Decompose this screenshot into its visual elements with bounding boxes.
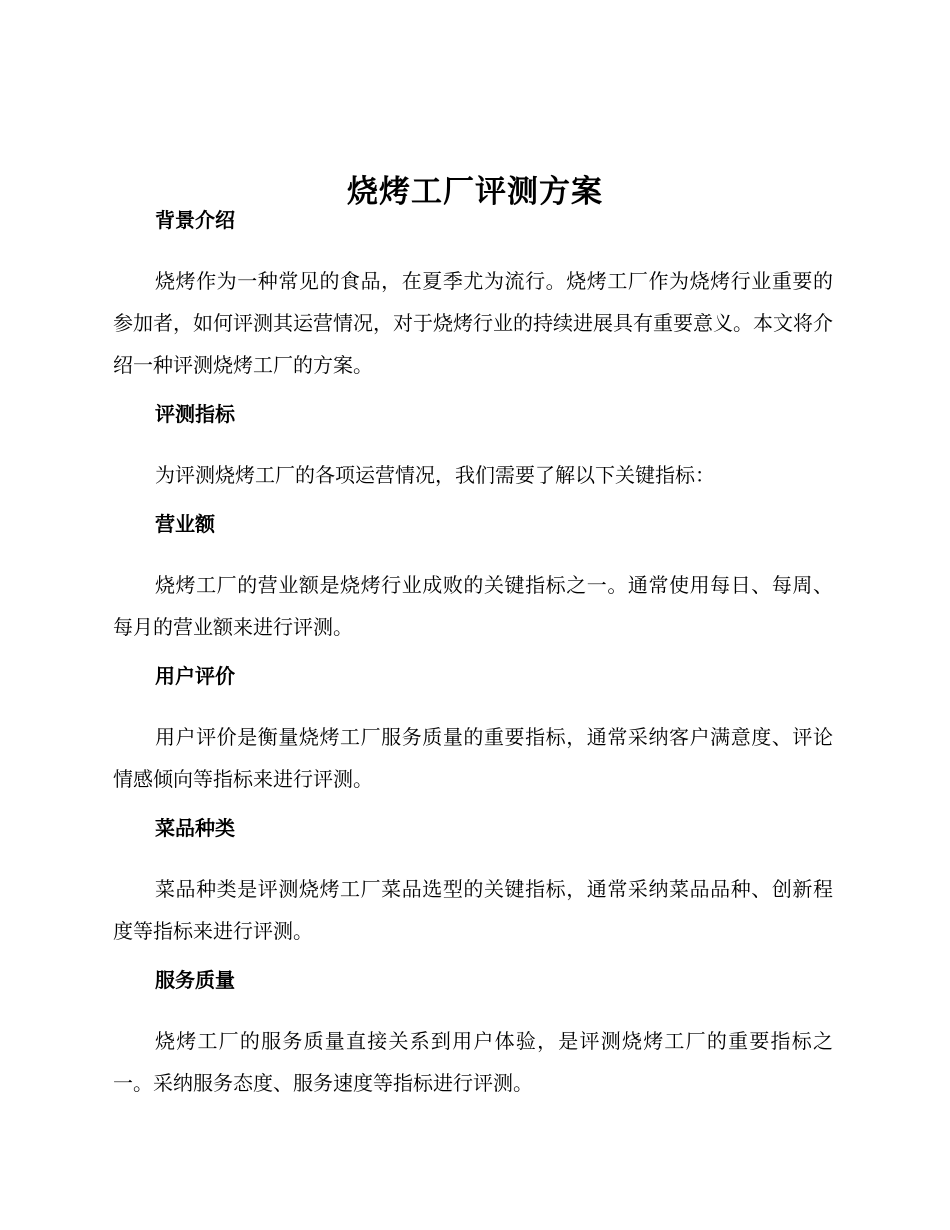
section-heading: 用户评价 [155,664,235,688]
section-heading: 背景介绍 [155,208,235,232]
section-dish-variety [113,814,833,952]
section-paragraph: 烧烤作为一种常见的食品，在夏季尤为流行。烧烤工厂作为烧烤行业重要的参加者，如何评测其运营情况，对于烧烤行业的持续进展具有重要意义。本文将介绍一种评测烧烤工厂的方案。 [113,269,833,377]
section-heading: 营业额 [155,512,215,536]
section-paragraph: 为评测烧烤工厂的各项运营情况，我们需要了解以下关键指标： [155,463,715,487]
section-heading: 服务质量 [155,968,235,992]
section-heading: 菜品种类 [155,816,235,840]
section-paragraph: 烧烤工厂的服务质量直接关系到用户体验，是评测烧烤工厂的重要指标之一。采纳服务态度、服务速度等指标进行评测。 [113,1029,833,1095]
section-heading: 评测指标 [155,402,235,426]
section-background [113,206,833,386]
section-paragraph: 菜品种类是评测烧烤工厂菜品选型的关键指标，通常采纳菜品品种、创新程度等指标来进行评测。 [113,877,833,943]
section-user-reviews [113,662,833,800]
section-revenue [113,510,833,648]
page-title: 烧烤工厂评测方案 [347,173,603,210]
section-service-quality [113,966,833,1104]
section-paragraph: 烧烤工厂的营业额是烧烤行业成败的关键指标之一。通常使用每日、每周、每月的营业额来进行评测。 [113,573,833,639]
section-metrics [113,400,833,496]
section-paragraph: 用户评价是衡量烧烤工厂服务质量的重要指标，通常采纳客户满意度、评论情感倾向等指标来进行评测。 [113,725,833,791]
